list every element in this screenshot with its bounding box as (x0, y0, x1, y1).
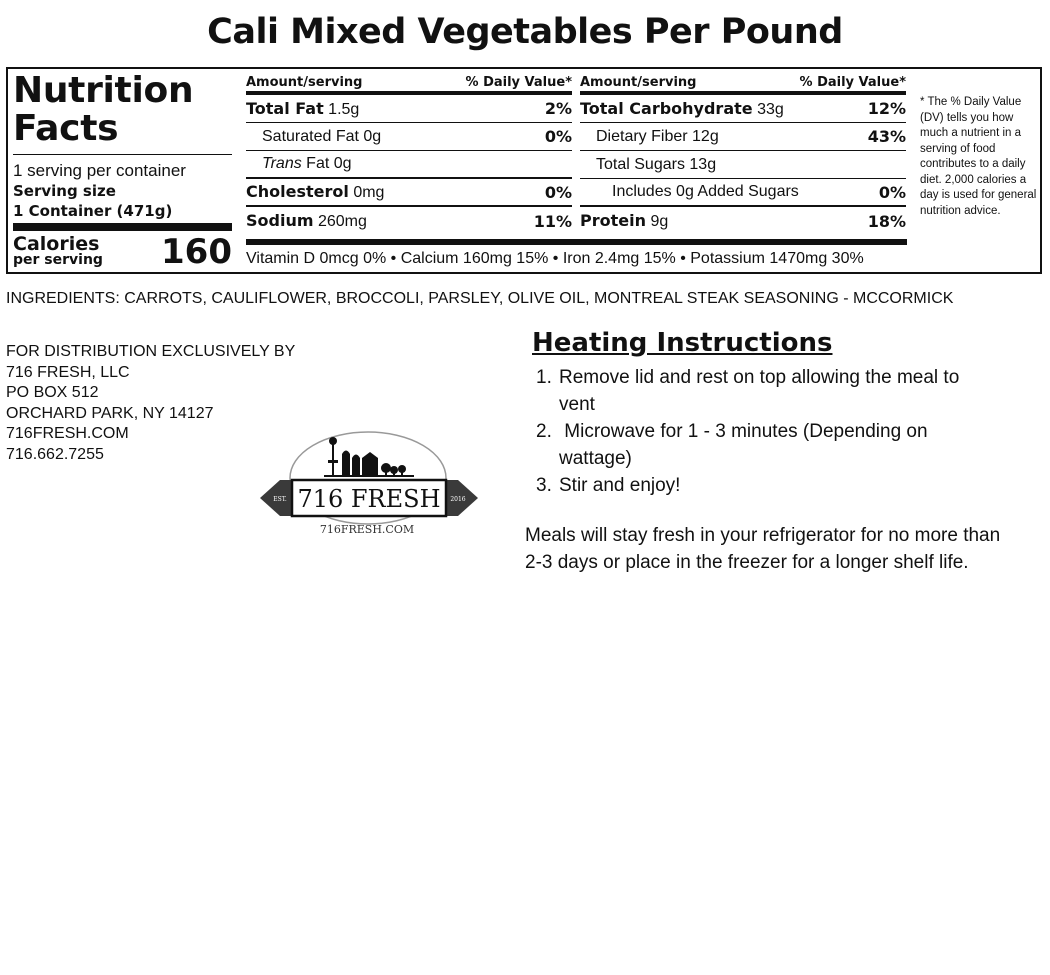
nutrient-dv: 11% (533, 211, 572, 231)
nutrient-dv: 0% (544, 182, 572, 202)
nutrient-row (580, 179, 906, 207)
nutrient-name: Includes 0g Added Sugars (612, 183, 799, 200)
nutrient-dv: 18% (867, 211, 906, 231)
calories-value: 160 (161, 232, 232, 272)
nutrient-name: Total Sugars (596, 155, 685, 173)
nutrient-name: Cholesterol (246, 182, 349, 201)
nutrient-row (246, 207, 572, 235)
distributor-line: 716FRESH.COM (6, 425, 129, 442)
distributor-line: FOR DISTRIBUTION EXCLUSIVELY BY (6, 343, 296, 360)
ingredients: INGREDIENTS: CARROTS, CAULIFLOWER, BROCCOLI, PARSLEY, OLIVE OIL, MONTREAL STEAK SEASONING - MCCORMICK (6, 290, 954, 307)
calories-row (13, 231, 232, 275)
divider (13, 223, 232, 231)
heating-step (536, 364, 996, 418)
brand-logo (258, 428, 480, 540)
servings-per-container: 1 serving per container (13, 161, 186, 180)
header-amount: Amount/serving (246, 75, 363, 90)
nutrient-row (580, 123, 906, 151)
nutrient-row (580, 151, 906, 179)
logo-year: 2016 (450, 496, 466, 503)
nutrient-row (246, 123, 572, 151)
heating-step (536, 418, 996, 472)
distributor-line: 716.662.7255 (6, 445, 104, 463)
nutrient-dv: 0% (878, 182, 906, 202)
nutrient-amount: 1.5g (328, 100, 360, 118)
vitamins-minerals: Vitamin D 0mcg 0% • Calcium 160mg 15% • Iron 2.4mg 15% • Potassium 1470mg 30% (246, 250, 864, 267)
nutrient-amount: 0mg (353, 184, 385, 201)
heating-instructions-title: Heating Instructions (532, 328, 833, 358)
distributor-line: 716 FRESH, LLC (6, 363, 130, 381)
nutrient-dv: 2% (544, 99, 572, 118)
calories-label: Calories (13, 233, 100, 255)
page-title: Cali Mixed Vegetables Per Pound (207, 12, 843, 52)
nutrition-facts-panel (6, 67, 1042, 274)
calories-sub: per serving (13, 252, 103, 268)
step-number: 3. (536, 475, 552, 496)
header-amount: Amount/serving (580, 75, 697, 90)
nutrient-amount: 13g (689, 155, 717, 173)
logo-url: 716FRESH.COM (319, 523, 415, 536)
serving-size-value: 1 Container (471g) (13, 202, 173, 220)
nutrient-name: Trans (262, 155, 302, 172)
heating-step (536, 472, 996, 499)
column-header (580, 75, 906, 91)
logo-est: EST. (273, 496, 287, 503)
header-dv: % Daily Value* (465, 75, 572, 90)
nutrient-name: Dietary Fiber (596, 127, 688, 145)
nutrient-name: Total Carbohydrate (580, 98, 753, 118)
nutrient-row (580, 207, 906, 235)
storage-note: Meals will stay fresh in your refrigerator for no more than 2-3 days or place in the freezer for a longer shelf life. (525, 525, 1001, 573)
nutrient-name: Total Fat (246, 98, 324, 118)
step-number: 2. (536, 421, 552, 442)
distributor-info (6, 342, 295, 465)
nutrition-heading (13, 72, 232, 148)
nutrient-amount: 260mg (317, 213, 367, 230)
nutrition-summary (13, 72, 232, 275)
daily-value-footnote: * The % Daily Value (DV) tells you how much a nutrient in a serving of food contributes to a daily diet. 2,000 calories a day is used for general nutrition advice. (920, 96, 1037, 217)
nutrition-heading-line2: Facts (13, 108, 119, 149)
nutrient-row (580, 95, 906, 123)
nutrient-amount: 12g (692, 127, 719, 145)
nutrient-dv: 43% (867, 127, 906, 146)
nutrient-amount: Fat 0g (306, 155, 352, 172)
distributor-line: PO BOX 512 (6, 384, 99, 401)
nutrient-name: Protein (580, 211, 646, 230)
step-text: Remove lid and rest on top allowing the meal to vent (559, 367, 960, 415)
nutrient-amount: 0g (363, 127, 382, 145)
nutrient-name: Sodium (246, 211, 314, 230)
nutrient-name: Saturated Fat (262, 127, 359, 145)
nutrient-column-2 (580, 75, 906, 235)
nutrient-amount: 33g (757, 100, 784, 118)
step-text: Stir and enjoy! (559, 475, 681, 496)
heating-steps (536, 364, 996, 499)
nutrient-row (246, 95, 572, 123)
serving-size-label: Serving size (13, 182, 116, 200)
distributor-line: ORCHARD PARK, NY 14127 (6, 404, 214, 422)
nutrient-dv: 0% (544, 127, 572, 146)
step-text: Microwave for 1 - 3 minutes (Depending on wattage) (559, 421, 933, 469)
nutrient-row (246, 179, 572, 207)
column-header (246, 75, 572, 91)
logo-brand-name: 716 FRESH (297, 485, 441, 513)
nutrition-heading-line1: Nutrition (13, 70, 194, 111)
header-dv: % Daily Value* (799, 75, 906, 90)
nutrient-dv: 12% (867, 99, 906, 118)
nutrient-column-1 (246, 75, 572, 235)
divider (246, 239, 907, 245)
divider (13, 154, 232, 155)
nutrient-row (246, 151, 572, 179)
step-number: 1. (536, 367, 552, 388)
nutrient-amount: 9g (650, 213, 669, 230)
